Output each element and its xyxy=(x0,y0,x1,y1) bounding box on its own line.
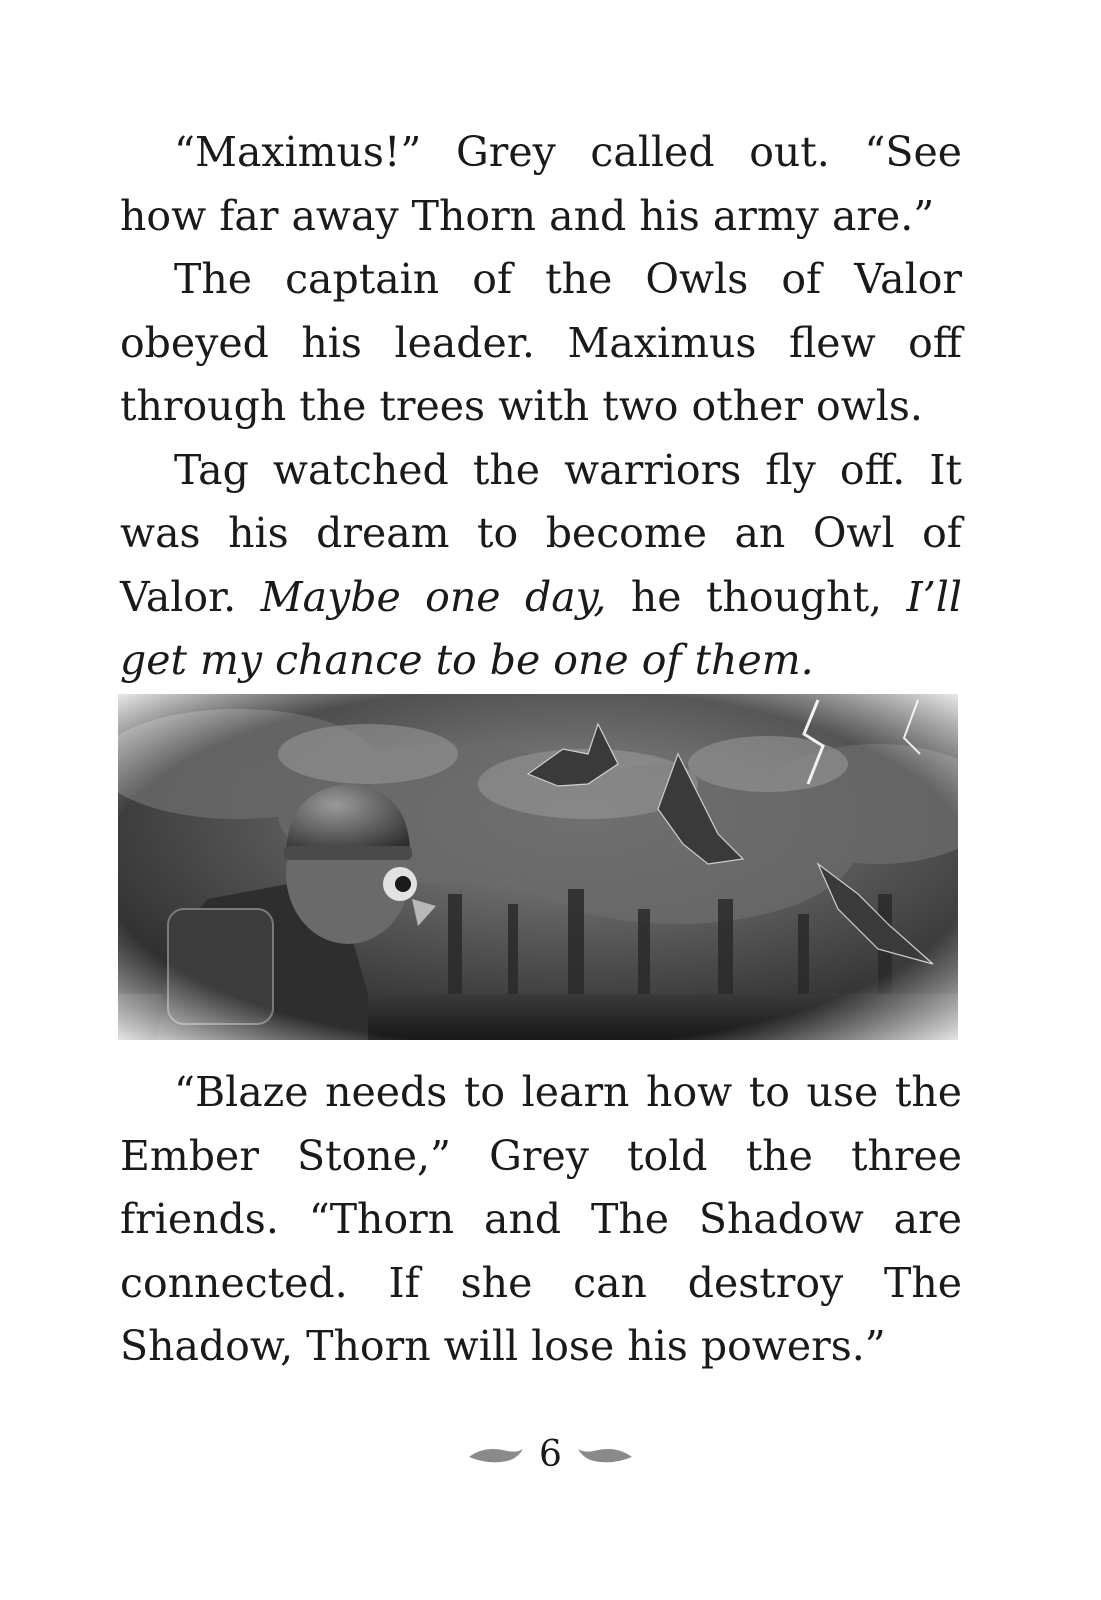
page-number: 6 xyxy=(539,1434,562,1475)
paragraph: “Maximus!” Grey called out. “See how far away Thorn and his army are.” xyxy=(120,128,962,240)
story-illustration xyxy=(118,694,958,1040)
paragraph: The captain of the Owls of Valor obeyed his leader. Maximus flew off through the trees with two other owls. xyxy=(120,255,962,430)
illustration-art xyxy=(118,694,958,1040)
body-text-bottom xyxy=(120,1061,962,1379)
body-text-top xyxy=(120,121,962,693)
paragraph-text: he thought, xyxy=(606,572,907,621)
paragraph: “Blaze needs to learn how to use the Ember Stone,” Grey told the three friends. “Thorn and The Shadow are connected. If she can destroy The Shadow, Thorn will lose his powers.” xyxy=(120,1068,962,1370)
leaf-icon xyxy=(576,1443,634,1467)
leaf-icon xyxy=(467,1443,525,1467)
paragraph-text: Tag watched the warriors fly off. It was his dream to become an Owl of Valor. xyxy=(120,445,962,621)
page-footer xyxy=(0,1430,1101,1480)
italic-thought: Maybe one day, xyxy=(260,572,607,621)
italic-thought: I’ll get my chance to be one of them. xyxy=(120,572,962,684)
paragraph-tag xyxy=(120,439,962,693)
